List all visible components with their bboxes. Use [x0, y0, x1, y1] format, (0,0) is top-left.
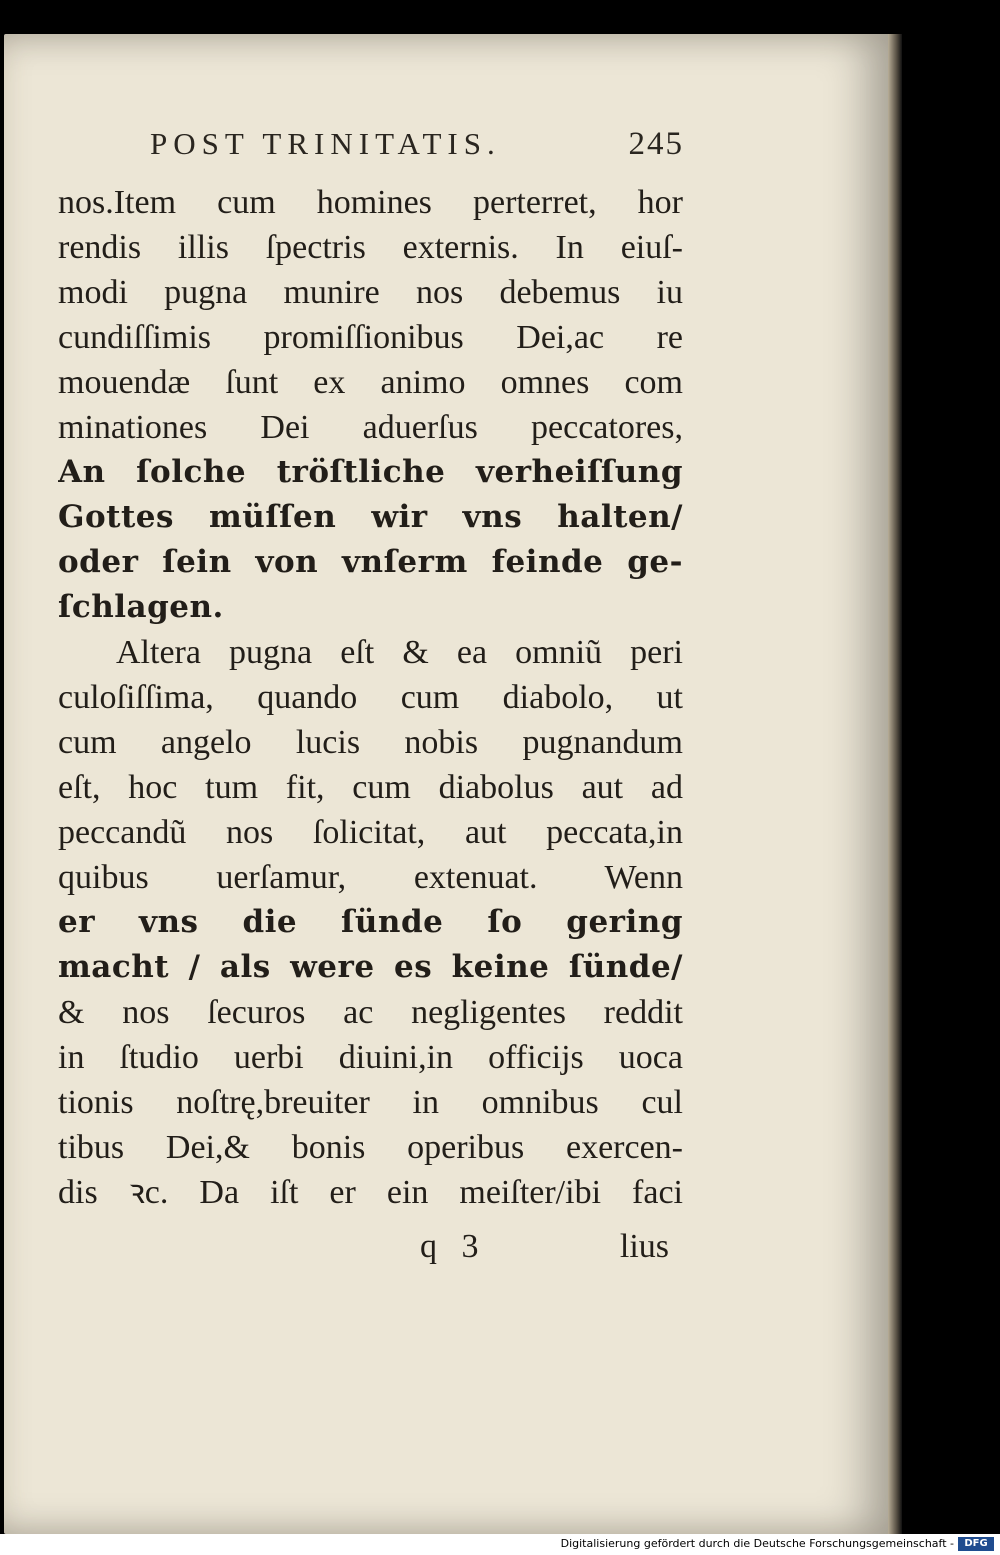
credit-bar — [0, 1534, 1000, 1555]
text-line-blackletter: oder ſein von vnſerm feinde ge- — [58, 544, 683, 580]
text-line: modi pugna munire nos debemus iu — [58, 274, 683, 311]
text-line-blackletter: Gottes müſſen wir vns halten/ — [58, 499, 683, 535]
text-line: rendis illis ſpectris externis. In eiuſ- — [58, 229, 683, 266]
text-line: & nos ſecuros ac negligentes reddit — [58, 994, 683, 1031]
text-line: tionis noſtrę,breuiter in omnibus cul — [58, 1084, 683, 1121]
page-footer — [58, 1228, 683, 1274]
text-block — [58, 180, 683, 1215]
text-line: minationes Dei aduerſus peccatores, — [58, 409, 683, 446]
text-line: culoſiſſima, quando cum diabolo, ut — [58, 679, 683, 716]
dfg-logo: DFG — [958, 1537, 994, 1551]
funding-credit: Digitalisierung gefördert durch die Deutsche Forschungsgemeinschaft - — [560, 1537, 954, 1550]
text-line-blackletter: er vns die ſünde ſo gering — [58, 904, 683, 940]
catchword: lius — [619, 1228, 669, 1265]
text-line: Altera pugna eſt & ea omniũ peri — [116, 634, 683, 671]
text-line: quibus uerſamur, extenuat. Wenn — [58, 859, 683, 896]
signature-mark: q 3 — [420, 1228, 487, 1265]
text-line-blackletter: ſchlagen. — [58, 589, 224, 625]
text-line: in ſtudio uerbi diuini,in officijs uoca — [58, 1039, 683, 1076]
text-line: tibus Dei,& bonis operibus exercen- — [58, 1129, 683, 1166]
text-line: peccandũ nos ſolicitat, aut peccata,in — [58, 814, 683, 851]
page-header — [150, 126, 690, 170]
text-line: eſt, hoc tum fit, cum diabolus aut ad — [58, 769, 683, 806]
text-line: dis ꝛc. Da iſt er ein meiſter/ibi faci — [58, 1174, 683, 1211]
text-line-blackletter: macht / als were es keine ſünde/ — [58, 949, 683, 985]
text-line: cum angelo lucis nobis pugnandum — [58, 724, 683, 761]
text-line: nos.Item cum homines perterret, hor — [58, 184, 683, 221]
text-line: mouendæ ſunt ex animo omnes com — [58, 364, 683, 401]
page-edge — [888, 34, 902, 1534]
running-title: POST TRINITATIS. — [150, 126, 501, 161]
text-line: cundiſſimis promiſſionibus Dei,ac re — [58, 319, 683, 356]
text-line-blackletter: An ſolche tröſtliche verheiſſung — [58, 454, 683, 490]
page-number: 245 — [628, 126, 684, 162]
